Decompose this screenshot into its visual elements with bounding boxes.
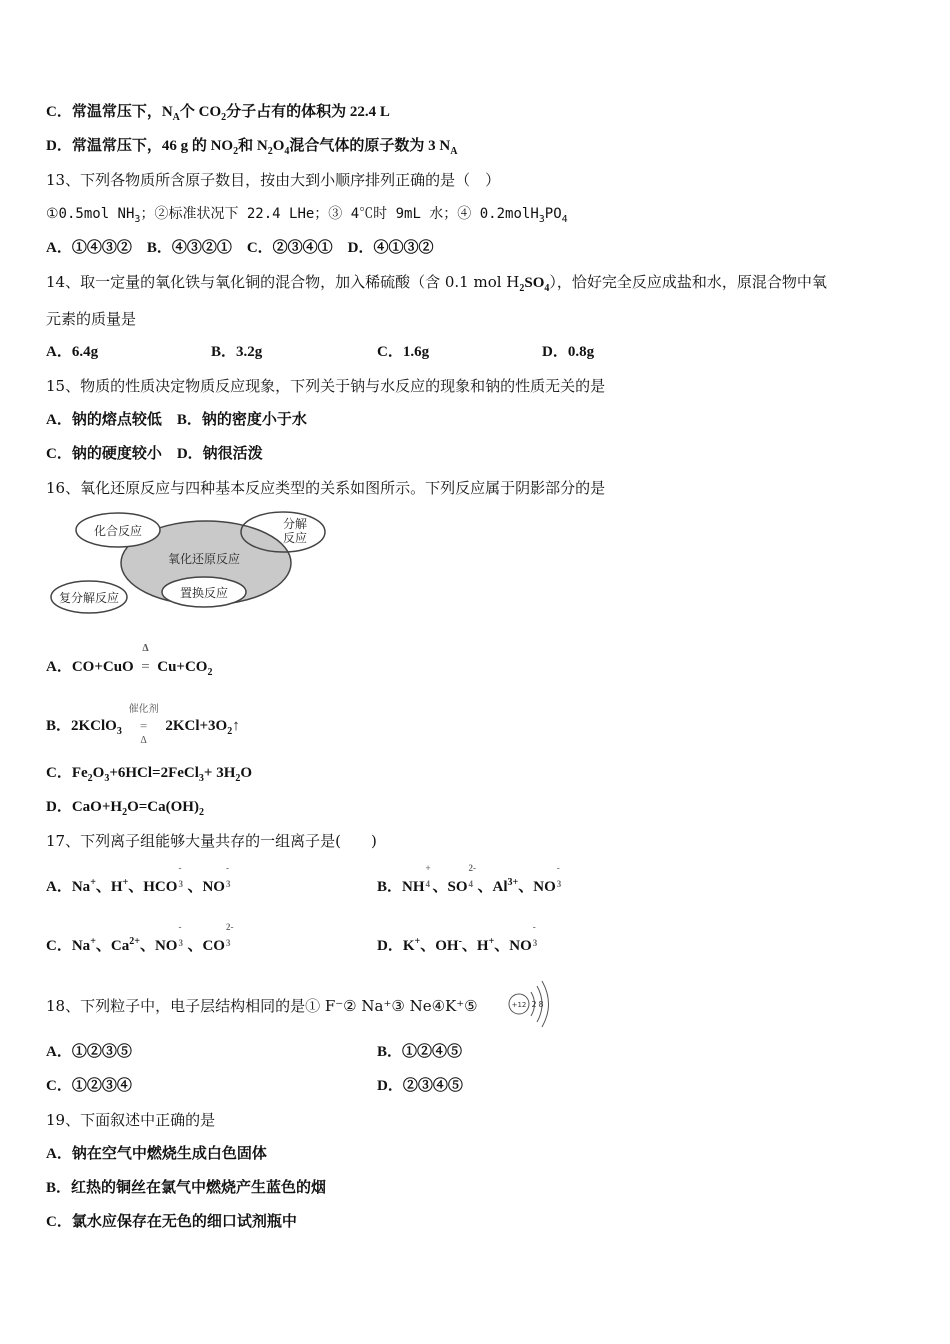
q19-stem: 19、下面叙述中正确的是: [46, 1111, 216, 1129]
q13-items: ①0.5mol $NH_3$；②标准状况下 22.4 LHe；③ 4℃时 9mL 水；④ $0.2molH_3PO_4$: [46, 206, 568, 225]
q18-option-b: B．①②④⑤: [377, 1044, 463, 1060]
label-double-displacement: 复分解反应: [58, 591, 120, 605]
label-displacement: 置换反应: [179, 586, 229, 600]
q17-option-a: A．Na+、H+、HCO - 3 、NO - 3: [46, 863, 231, 895]
q17-option-d: D．K+、OH-、H+、NO - 3: [377, 922, 538, 954]
q19-option-b: B．红热的铜丝在氯气中燃烧产生蓝色的烟: [46, 1180, 327, 1196]
q14-stem-line1: 14、取一定量的氧化铁与氧化铜的混合物，加入稀硫酸（含 0.1 mol $H_2SO_4$），恰好完全反应成盐和水，原混合物中氧: [46, 273, 827, 294]
q16-option-d: D．$CaO+H_2O=Ca(OH)_2$: [46, 799, 204, 818]
q13-stem: 13、下列各物质所含原子数目，按由大到小顺序排列正确的是（ ）: [46, 171, 501, 189]
q14-option-a: A．6.4g: [46, 344, 99, 360]
label-combination: 化合反应: [93, 524, 143, 538]
q15-options-cd: C．钠的硬度较小 D．钠很活泼: [46, 446, 263, 462]
q14-option-d: D．0.8g: [542, 344, 595, 360]
q16-option-b: B．2KClO$_3$ 催化剂 = Δ $2KCl+3O_2↑$: [46, 704, 240, 746]
q15-stem: 15、物质的性质决定物质反应现象，下列关于钠与水反应的现象和钠的性质无关的是: [46, 377, 606, 395]
nucleus-charge: +12: [511, 1001, 527, 1009]
q18-option-a: A．①②③⑤: [46, 1044, 132, 1060]
q16-option-a: A．CO+CuO Δ = $Cu+CO_2$: [46, 643, 213, 678]
q16-stem: 16、氧化还原反应与四种基本反应类型的关系如图所示。下列反应属于阴影部分的是: [46, 479, 606, 497]
mg-atom-structure-diagram: [507, 980, 555, 1028]
q12-option-d: D．常温常压下，46 g 的 $NO_2$和 $N_2O_4$混合气体的原子数为 3 $N_A$: [46, 138, 458, 157]
q18-stem: 18、下列粒子中，电子层结构相同的是① F⁻② Na⁺③ Ne④K⁺⑤: [46, 997, 478, 1015]
q14-option-c: C．1.6g: [377, 344, 430, 360]
q17-option-b: B．NH + 4 、SO 2- 4 、$Al^{3+}$、NO - 3: [377, 863, 562, 895]
q14-option-b: B．3.2g: [211, 344, 263, 360]
label-decomposition-1: 分解: [282, 517, 308, 531]
q17-stem: 17、下列离子组能够大量共存的一组离子是( ): [46, 832, 377, 850]
q12-option-c: C．常温常压下，$N_A$个 $CO_2$分子占有的体积为 22.4 L: [46, 104, 390, 123]
reaction-type-diagram: [46, 508, 331, 620]
q18-option-d: D．②③④⑤: [377, 1078, 463, 1094]
q18-option-c: C．①②③④: [46, 1078, 132, 1094]
label-decomposition-2: 反应: [282, 531, 308, 545]
q19-option-a: A．钠在空气中燃烧生成白色固体: [46, 1146, 267, 1162]
q14-stem-line2: 元素的质量是: [46, 310, 137, 328]
shell-2-electrons: 8: [538, 1000, 544, 1009]
q15-options-ab: A．钠的熔点较低 B．钠的密度小于水: [46, 412, 307, 428]
q13-options: A．①④③② B．④③②① C．②③④① D．④①③②: [46, 240, 434, 256]
q16-option-c: C．$Fe_2O_3+6HCl=2FeCl_3+ 3H_2O$: [46, 765, 253, 784]
shell-1-electrons: 2: [531, 1000, 537, 1009]
label-redox: 氧化还原反应: [167, 552, 241, 566]
q17-option-c: C．Na+、$Ca^{2+}$、NO - 3 、CO 2- 3: [46, 922, 234, 954]
q19-option-c: C．氯水应保存在无色的细口试剂瓶中: [46, 1214, 297, 1230]
